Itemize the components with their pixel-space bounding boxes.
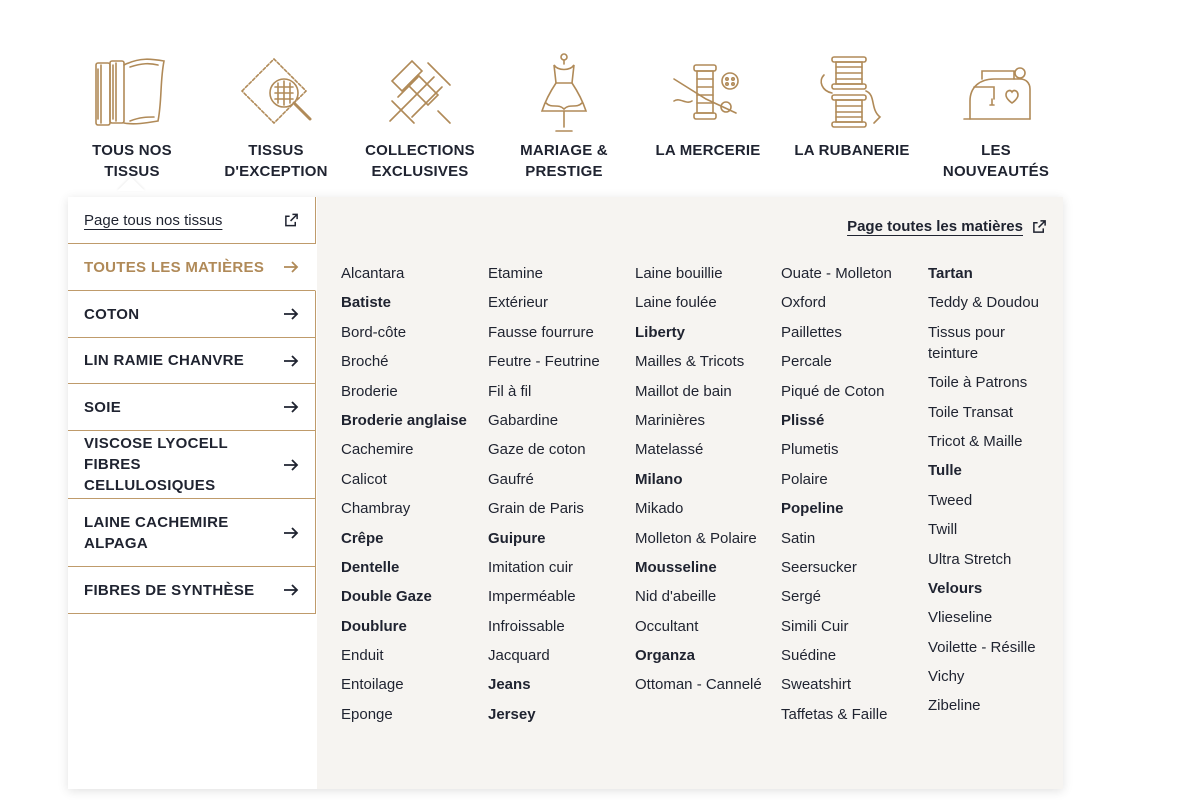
material-link[interactable]: Marinières: [635, 411, 706, 429]
sidebar-item-viscose-lyocell[interactable]: [68, 431, 316, 499]
category-label: LES NOUVEAUTÉS: [942, 142, 1050, 180]
arrow-right-icon: [283, 459, 299, 471]
material-link[interactable]: Etamine: [488, 265, 544, 282]
category-mariage-prestige[interactable]: [494, 40, 634, 182]
arrow-right-icon: [283, 355, 299, 367]
material-link[interactable]: Fausse fourrure: [488, 323, 594, 341]
material-link[interactable]: Toile à Patrons: [928, 374, 1028, 392]
material-link[interactable]: Ouate - Molleton: [781, 265, 892, 282]
material-link[interactable]: Nid d'abeille: [635, 588, 717, 606]
sidebar-item-laine-cachemire-alpaga[interactable]: [68, 499, 316, 567]
material-link[interactable]: Percale: [781, 353, 832, 371]
sidebar-item-coton[interactable]: [68, 291, 316, 338]
materials-column: [341, 263, 471, 733]
material-link[interactable]: Voilette - Résille: [928, 638, 1036, 656]
material-link[interactable]: Tulle: [928, 462, 962, 480]
category-label: LA MERCERIE: [655, 142, 761, 159]
sidebar-link-tous-nos-tissus[interactable]: [68, 197, 316, 244]
category-la-mercerie[interactable]: [638, 40, 778, 161]
material-link[interactable]: Laine foulée: [635, 294, 717, 312]
material-link[interactable]: Mikado: [635, 500, 684, 518]
material-link[interactable]: Sweatshirt: [781, 676, 852, 694]
sidebar-item-label: LAINE CACHEMIRE ALPAGA: [84, 513, 229, 552]
sewing-machine-icon: [926, 40, 1066, 135]
material-link[interactable]: Feutre - Feutrine: [488, 353, 600, 371]
material-link[interactable]: Vlieseline: [928, 609, 993, 627]
magnifier-fabric-icon: [206, 40, 346, 135]
material-link[interactable]: Imperméable: [488, 588, 576, 606]
category-la-rubanerie[interactable]: [782, 40, 922, 161]
material-link[interactable]: Chambray: [341, 500, 411, 518]
material-link[interactable]: Grain de Paris: [488, 500, 584, 518]
material-link[interactable]: Broderie: [341, 382, 398, 400]
material-link[interactable]: Liberty: [635, 323, 686, 341]
material-link[interactable]: Twill: [928, 521, 958, 539]
material-link[interactable]: Tweed: [928, 491, 973, 509]
sidebar-item-label: LIN RAMIE CHANVRE: [84, 352, 245, 369]
material-link[interactable]: Mousseline: [635, 558, 717, 576]
material-link[interactable]: Jeans: [488, 676, 531, 694]
arrow-right-icon: [283, 308, 299, 320]
material-link[interactable]: Broderie anglaise: [341, 411, 467, 429]
material-link[interactable]: Batiste: [341, 294, 392, 312]
material-link[interactable]: Milano: [635, 470, 683, 488]
all-materials-label: Page toutes les matières: [847, 218, 1023, 235]
material-link[interactable]: Imitation cuir: [488, 558, 574, 576]
material-link[interactable]: Ottoman - Cannelé: [635, 676, 762, 694]
material-link[interactable]: Extérieur: [488, 294, 549, 312]
material-link[interactable]: Seersucker: [781, 558, 857, 576]
dress-form-icon: [494, 40, 634, 135]
material-link[interactable]: Teddy & Doudou: [928, 294, 1039, 312]
material-link[interactable]: Dentelle: [341, 558, 400, 576]
sidebar-item-label: COTON: [84, 305, 140, 323]
category-nav: [60, 40, 1070, 190]
category-label: MARIAGE & PRESTIGE: [520, 142, 608, 180]
category-collections-exclusives[interactable]: [350, 40, 490, 182]
all-materials-link[interactable]: [847, 218, 1047, 235]
material-link[interactable]: Plissé: [781, 411, 825, 429]
category-label: LA RUBANERIE: [794, 142, 910, 159]
material-link[interactable]: Gabardine: [488, 411, 559, 429]
material-link[interactable]: Bord-côte: [341, 323, 407, 341]
material-link[interactable]: Gaufré: [488, 470, 534, 488]
arrow-right-icon: [283, 527, 299, 539]
material-link[interactable]: Jersey: [488, 705, 536, 723]
material-link[interactable]: Vichy: [928, 668, 965, 686]
material-link[interactable]: Taffetas & Faille: [781, 705, 888, 723]
material-sidebar: [68, 197, 316, 614]
material-link[interactable]: Entoilage: [341, 676, 404, 694]
material-link[interactable]: Maillot de bain: [635, 382, 732, 400]
material-link[interactable]: Velours: [928, 579, 983, 597]
material-link[interactable]: Ultra Stretch: [928, 550, 1012, 568]
category-les-nouveautes[interactable]: [926, 40, 1066, 182]
material-link[interactable]: Alcantara: [341, 265, 405, 282]
material-link[interactable]: Sergé: [781, 588, 822, 606]
material-link[interactable]: Satin: [781, 529, 816, 547]
material-link[interactable]: Laine bouillie: [635, 265, 723, 282]
material-link[interactable]: Double Gaze: [341, 588, 432, 606]
material-link[interactable]: Crêpe: [341, 529, 384, 547]
material-link[interactable]: Enduit: [341, 647, 384, 665]
arrow-right-icon: [283, 584, 299, 596]
material-link[interactable]: Doublure: [341, 617, 407, 635]
material-link[interactable]: Toile Transat: [928, 403, 1014, 421]
material-link[interactable]: Gaze de coton: [488, 441, 586, 459]
category-label: TISSUS D'EXCEPTION: [224, 142, 328, 180]
mega-menu-panel: [68, 197, 1063, 789]
woven-pattern-icon: [350, 40, 490, 135]
sidebar-item-lin-ramie-chanvre[interactable]: [68, 338, 316, 384]
category-tous-nos-tissus[interactable]: [62, 40, 202, 182]
material-link[interactable]: Popeline: [781, 500, 844, 518]
ribbon-spools-icon: [782, 40, 922, 135]
sidebar-item-label: VISCOSE LYOCELL FIBRES CELLULOSIQUES: [84, 435, 228, 494]
materials-column: [488, 263, 618, 733]
category-tissus-exception[interactable]: [206, 40, 346, 182]
category-label: COLLECTIONS EXCLUSIVES: [365, 142, 475, 180]
material-link[interactable]: Eponge: [341, 705, 393, 723]
material-link[interactable]: Jacquard: [488, 647, 550, 665]
active-category-pointer: [117, 177, 145, 191]
material-link[interactable]: Plumetis: [781, 441, 839, 459]
sidebar-item-label: FIBRES DE SYNTHÈSE: [84, 581, 255, 599]
material-link[interactable]: Molleton & Polaire: [635, 529, 757, 547]
materials-column: [781, 263, 911, 733]
material-link[interactable]: Infroissable: [488, 617, 565, 635]
material-link[interactable]: Mailles & Tricots: [635, 353, 745, 371]
sidebar-item-toutes-les-matieres[interactable]: [68, 244, 316, 291]
category-label: TOUS NOS TISSUS: [92, 142, 172, 180]
material-link[interactable]: Suédine: [781, 647, 837, 665]
material-link[interactable]: Cachemire: [341, 441, 414, 459]
external-link-icon: [1032, 219, 1047, 234]
materials-column: [928, 263, 1058, 725]
material-link[interactable]: Calicot: [341, 470, 387, 488]
sidebar-item-label: SOIE: [84, 398, 122, 416]
material-link[interactable]: Piqué de Coton: [781, 382, 885, 400]
sidebar-item-fibres-de-synthese[interactable]: [68, 567, 316, 614]
material-link[interactable]: Oxford: [781, 294, 827, 312]
material-link[interactable]: Fil à fil: [488, 382, 532, 400]
sidebar-item-label: TOUTES LES MATIÈRES: [84, 258, 265, 276]
material-link[interactable]: Polaire: [781, 470, 828, 488]
material-link[interactable]: Occultant: [635, 617, 699, 635]
material-link[interactable]: Organza: [635, 647, 696, 665]
thread-spool-icon: [638, 40, 778, 135]
sidebar-item-soie[interactable]: [68, 384, 316, 431]
material-link[interactable]: Guipure: [488, 529, 546, 547]
materials-content: [317, 197, 1063, 789]
material-link[interactable]: Tricot & Maille: [928, 432, 1023, 450]
material-link[interactable]: Matelassé: [635, 441, 704, 459]
material-link[interactable]: Simili Cuir: [781, 617, 849, 635]
material-link[interactable]: Zibeline: [928, 697, 981, 715]
arrow-right-icon: [283, 261, 299, 273]
material-link[interactable]: Tartan: [928, 265, 973, 282]
external-link-icon: [284, 213, 299, 228]
fabric-rolls-icon: [62, 40, 202, 135]
sidebar-link-label: Page tous nos tissus: [84, 211, 223, 229]
material-link[interactable]: Tissus pour teinture: [928, 323, 1005, 362]
material-link[interactable]: Paillettes: [781, 323, 842, 341]
materials-column: [635, 263, 765, 704]
arrow-right-icon: [283, 401, 299, 413]
material-link[interactable]: Broché: [341, 353, 389, 371]
